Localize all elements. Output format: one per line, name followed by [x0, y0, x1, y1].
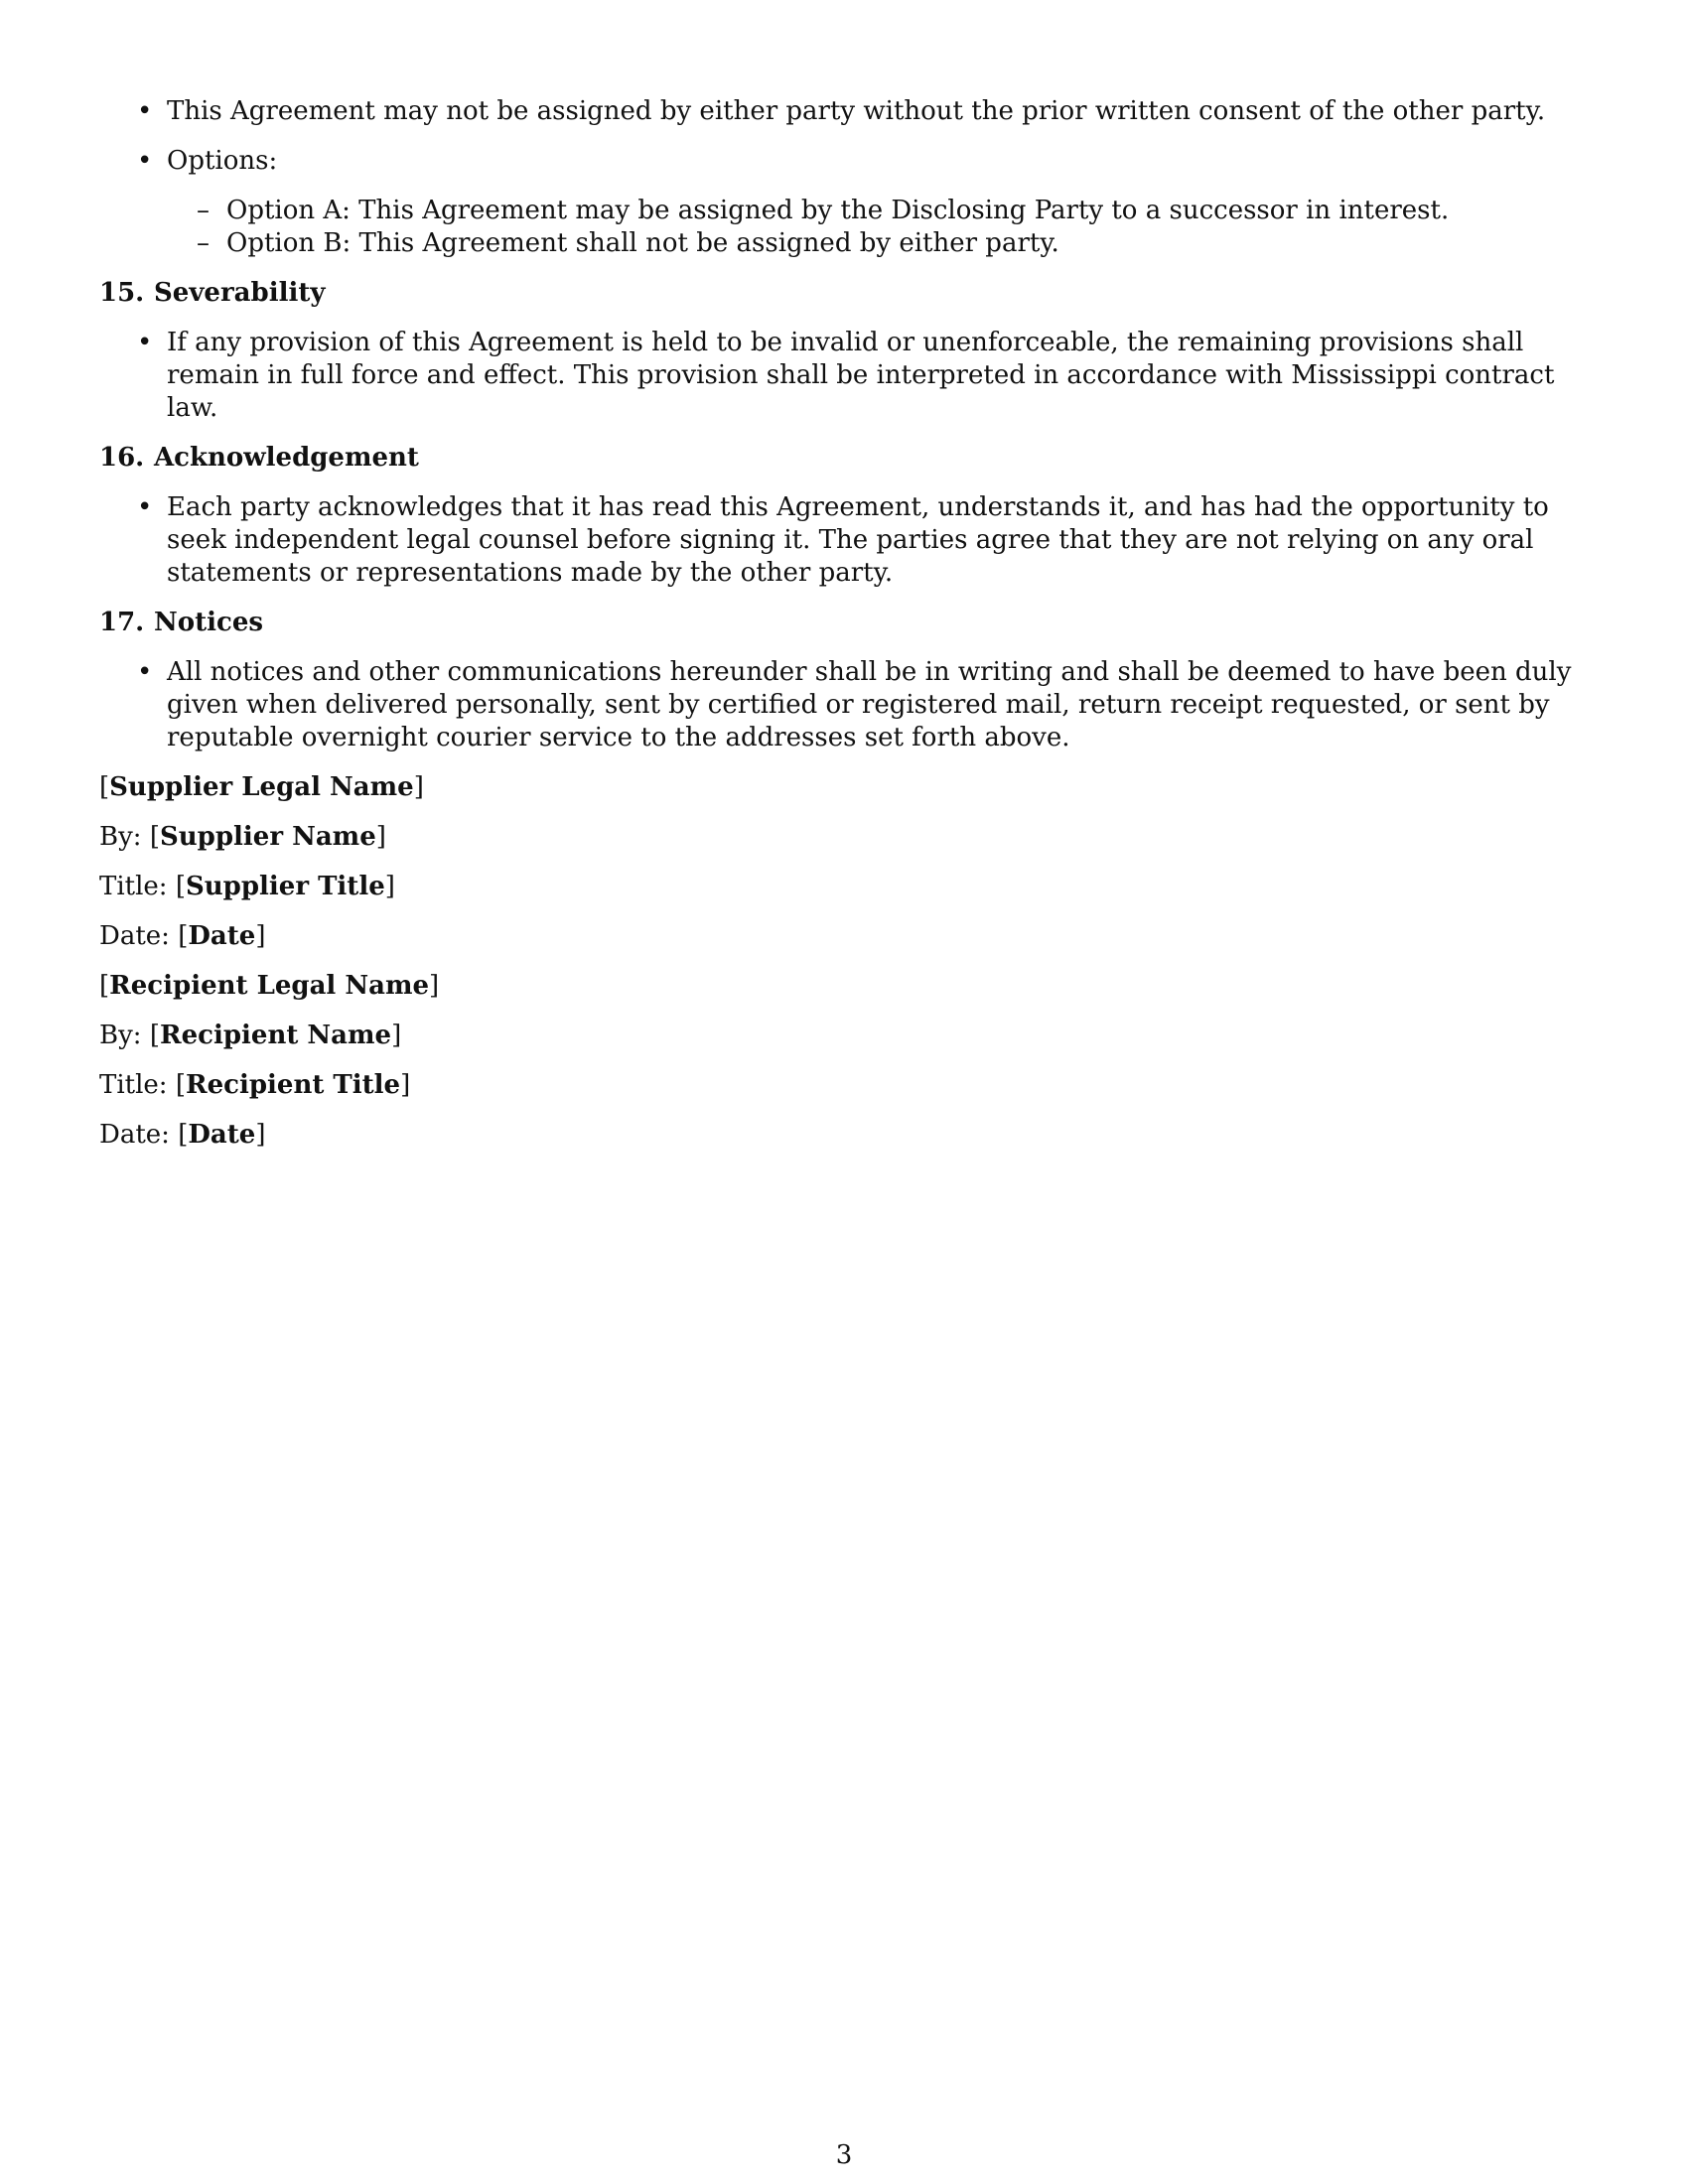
recipient-signature-block — [99, 970, 1589, 1152]
assignment-clause — [99, 95, 1589, 128]
section-15-title: Severability — [154, 278, 326, 308]
supplier-legal-name-line: [Supplier Legal Name] — [99, 772, 424, 802]
supplier-legal-name: Supplier Legal Name — [109, 772, 414, 802]
option-a: – Option A: This Agreement may be assigned by the Disclosing Party to a successor in interest. — [167, 195, 1589, 227]
section-17-title: Notices — [154, 608, 264, 637]
recipient-date-line: Date: [Date] — [99, 1120, 266, 1150]
recipient-legal-name: Recipient Legal Name — [109, 971, 430, 1001]
document-page — [99, 95, 1589, 1168]
section-16-number: 16. — [99, 443, 145, 473]
supplier-title-label: Title: — [99, 872, 168, 901]
supplier-date-label: Date: — [99, 921, 170, 951]
section-17-number: 17. — [99, 608, 145, 637]
section-17-heading — [99, 607, 1589, 639]
supplier-date: Date — [188, 921, 256, 951]
recipient-date-label: Date: — [99, 1120, 170, 1150]
recipient-title-label: Title: — [99, 1070, 168, 1100]
section-15-text: • If any provision of this Agreement is held to be invalid or unenforceable, the remaining provisions shall remain in full force and effect. This provision shall be interpreted in accordance with Mississippi contract law. — [99, 327, 1589, 425]
section-15-number: 15. — [99, 278, 145, 308]
recipient-title: Recipient Title — [186, 1070, 401, 1100]
options-list — [167, 195, 1589, 260]
supplier-name: Supplier Name — [159, 822, 376, 852]
supplier-signature-block — [99, 771, 1589, 953]
section-15-heading — [99, 277, 1589, 310]
page-number: 3 — [835, 2140, 853, 2170]
section-16-list — [99, 491, 1589, 590]
assignment-clause-text: This Agreement may not be assigned by either party without the prior written consent of the other party. — [167, 96, 1546, 126]
supplier-date-line: Date: [Date] — [99, 921, 266, 951]
section-16-text: • Each party acknowledges that it has read this Agreement, understands it, and has had the opportunity to seek independent legal counsel before signing it. The parties agree that they are not relying on any oral statements or representations made by the other party. — [99, 491, 1589, 590]
recipient-name: Recipient Name — [159, 1021, 392, 1050]
section-15-list — [99, 327, 1589, 425]
recipient-by-line: By: [Recipient Name] — [99, 1021, 402, 1050]
options-label: Options: — [167, 146, 278, 176]
recipient-title-line: Title: [Recipient Title] — [99, 1070, 411, 1100]
recipient-by-label: By: — [99, 1021, 142, 1050]
supplier-title-line: Title: [Supplier Title] — [99, 872, 395, 901]
section-17-text: • All notices and other communications hereunder shall be in writing and shall be deemed to have been duly given when delivered personally, sent by certified or registered mail, return receipt requested, or sent by reputable overnight courier service to the addresses set forth above. — [99, 656, 1589, 754]
recipient-legal-name-line: [Recipient Legal Name] — [99, 971, 440, 1001]
supplier-title: Supplier Title — [186, 872, 385, 901]
options-item — [99, 145, 1589, 260]
section-16-title: Acknowledgement — [154, 443, 419, 473]
section-17-list — [99, 656, 1589, 754]
recipient-date: Date — [188, 1120, 256, 1150]
supplier-by-line: By: [Supplier Name] — [99, 822, 386, 852]
option-b: – Option B: This Agreement shall not be assigned by either party. — [167, 227, 1589, 260]
section-16-heading — [99, 442, 1589, 475]
supplier-by-label: By: — [99, 822, 142, 852]
assignment-bullets — [99, 95, 1589, 260]
